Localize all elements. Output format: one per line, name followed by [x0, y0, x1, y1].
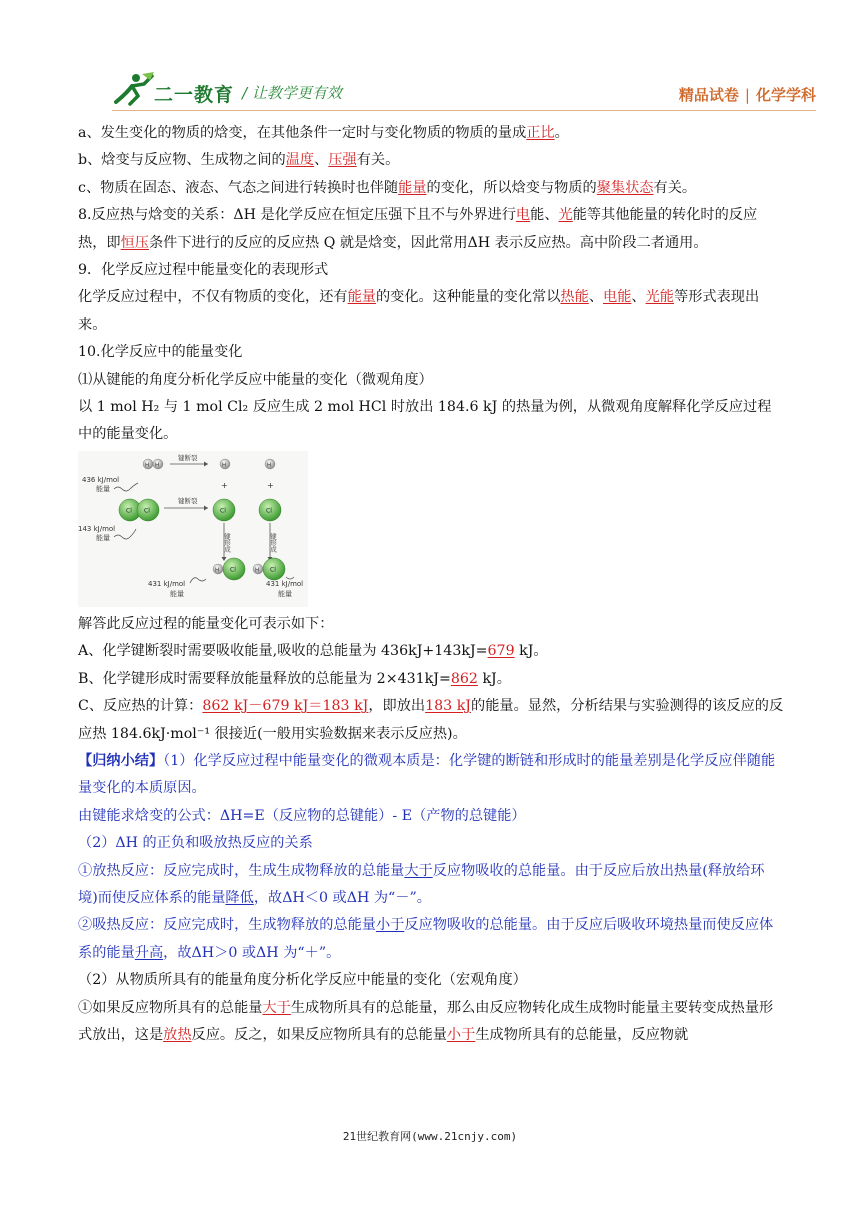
answer-blank: 大于 [262, 999, 291, 1016]
atom-h: H [255, 567, 260, 574]
answer-blank: 电 [515, 207, 531, 224]
text: 等形式表现出来。 [78, 289, 760, 333]
text: 化学反应过程中，不仅有物质的变化，还有 [78, 289, 348, 306]
text: ①放热反应：反应完成时，生成生成物释放的总能量 [78, 862, 405, 879]
brand-slogan: / 让教学更有效 [242, 84, 342, 102]
text: C、反应热的计算： [78, 698, 203, 715]
answer-blank: 光 [558, 207, 573, 224]
text: 的变化。这种能量的变化常以 [375, 289, 561, 306]
energy-word-hcl-1: 能量 [170, 589, 184, 598]
section-10-1: ⑴从键能的角度分析化学反应中能量的变化（微观角度） [78, 371, 433, 388]
form-label-1: 键形成 [223, 532, 231, 553]
energy-label-cl2: 143 kJ/mol [78, 524, 116, 533]
underlined-term: 降低 [225, 889, 254, 906]
underlined-term: 小于 [375, 917, 405, 934]
answer-blank: 电能 [603, 289, 632, 306]
energy-label-hcl-2: 431 kJ/mol [266, 579, 304, 588]
text: 生成物所具有的总能量，反应物就 [475, 1026, 689, 1043]
page-footer: 21世纪教育网(www.21cnjy.com) [342, 1130, 518, 1143]
form-label-2: 键形成 [269, 532, 277, 553]
answer-blank: 183 kJ [425, 698, 471, 715]
answer-blank: 能量 [398, 179, 427, 196]
answer-blank: 热能 [560, 289, 589, 306]
document-body [78, 120, 784, 1049]
text: 的变化，所以焓变与物质的 [426, 179, 597, 196]
bond-energy-diagram [78, 451, 308, 607]
header-category [679, 84, 816, 105]
exothermic-line [78, 858, 784, 913]
plus-sign: + [267, 480, 274, 490]
page-header [0, 0, 860, 118]
text: 8.反应热与焓变的关系：ΔH 是化学反应在恒定压强下且不与外界进行 [78, 207, 516, 224]
text: b、焓变与反应物、生成物之间的 [78, 152, 286, 169]
answer-blank: 679 [487, 643, 515, 660]
text: kJ。 [477, 670, 511, 687]
text: kJ。 [514, 643, 548, 660]
line-B [78, 666, 784, 693]
text: ①如果反应物所具有的总能量 [78, 999, 263, 1016]
atom-cl: Cl [230, 566, 236, 574]
line-c [78, 175, 784, 202]
answer-blank: 能量 [347, 289, 376, 306]
header-category-a: 精品试卷 [678, 86, 739, 104]
text: B、化学键形成时需要释放能量释放的总能量为 2×431kJ= [78, 670, 451, 687]
underlined-term: 大于 [404, 862, 433, 879]
atom-cl: Cl [220, 507, 226, 515]
header-category-b: 化学学科 [755, 86, 816, 104]
text: 反应。反之，如果反应物所具有的总能量 [191, 1026, 447, 1043]
text: A、化学键断裂时需要吸收能量,吸收的总能量为 436kJ+143kJ= [78, 643, 488, 660]
text: 、 [588, 289, 604, 306]
energy-word-hcl-2: 能量 [278, 589, 292, 598]
text: 能、 [530, 207, 559, 224]
break-label-1: 键断裂 [178, 453, 198, 462]
answer-blank: 压强 [328, 152, 357, 169]
text: 的能量。显然，分析结果与实验测得的该反应的反应热 184.6kJ·mol⁻¹ 很接近(一般用实验数据来表示反应热)。 [78, 698, 784, 742]
text: 反应物吸收的总能量。由于反应后放出热量(释放给环境)而使反应体系的能量 [78, 862, 765, 906]
brand-name: 二一教育 [154, 84, 235, 106]
text: 、 [631, 289, 646, 306]
summary-sign-title: （2）ΔH 的正负和吸放热反应的关系 [78, 835, 313, 852]
line-a [78, 120, 784, 147]
section-10-title: 10.化学反应中的能量变化 [78, 344, 243, 361]
text: 、 [314, 152, 329, 169]
endothermic-line [78, 912, 784, 967]
atom-h: H [155, 462, 160, 469]
energy-word-h2: 能量 [96, 484, 110, 493]
energy-label-h2: 436 kJ/mol [82, 475, 120, 484]
atom-cl: Cl [126, 507, 132, 515]
break-label-2: 键断裂 [178, 496, 198, 505]
summary-1 [78, 748, 784, 803]
text: （1）化学反应过程中能量变化的微观本质是：化学键的断链和形成时的能量差别是化学反应伴随能量变化的本质原因。 [78, 752, 776, 797]
explain-line: 解答此反应过程的能量变化可表示如下： [78, 615, 334, 632]
line-A [78, 638, 784, 665]
atom-h: H [267, 462, 272, 469]
text: 。 [554, 125, 569, 141]
header-divider [112, 110, 816, 111]
atom-cl: Cl [270, 566, 276, 574]
summary-formula: 由键能求焓变的公式：ΔH=E（反应物的总键能）- E（产物的总键能） [78, 807, 526, 824]
line-b [78, 147, 784, 174]
text: ，故ΔH＜0 或ΔH 为“－”。 [253, 889, 431, 906]
plus-sign: + [221, 480, 228, 490]
energy-label-hcl-1: 431 kJ/mol [148, 579, 186, 588]
macro-title: （2）从物质所具有的能量角度分析化学反应中能量的变化（宏观角度） [78, 972, 527, 989]
text: 反应物吸收的总能量。由于反应后吸收环境热量而使反应体系的能量 [78, 917, 774, 961]
text: 有关。 [356, 152, 400, 169]
section-10-example: 以 1 mol H₂ 与 1 mol Cl₂ 反应生成 2 mol HCl 时放出 184.6 kJ 的热量为例，从微观角度解释化学反应过程中的能量变化。 [78, 399, 772, 443]
atom-h: H [222, 462, 227, 469]
line-C [78, 693, 784, 748]
section-9 [78, 284, 784, 339]
bond-energy-svg [78, 451, 308, 607]
answer-blank: 光能 [645, 289, 674, 306]
answer-blank: 恒压 [120, 234, 149, 251]
text: 有关。 [653, 179, 697, 196]
text: c、物质在固态、液态、气态之间进行转换时也伴随 [78, 179, 399, 196]
section-9-title: 9．化学反应过程中能量变化的表现形式 [78, 262, 329, 279]
energy-word-cl2: 能量 [96, 533, 110, 542]
text: ，故ΔH＞0 或ΔH 为“＋”。 [163, 944, 341, 961]
text: 生成物所具有的总能量，那么由反应物转化成生成物时能量主要转变成热量形式放出，这是 [78, 999, 774, 1043]
text: 条件下进行的反应的反应热 Q 就是焓变，因此常用ΔH 表示反应热。高中阶段二者通用。 [148, 234, 708, 251]
answer-blank: 862 kJ－679 kJ＝183 kJ [202, 698, 369, 715]
answer-blank: 小于 [446, 1026, 476, 1043]
atom-cl: Cl [144, 507, 150, 515]
macro-line [78, 995, 784, 1050]
atom-h: H [145, 462, 150, 469]
answer-blank: 放热 [163, 1026, 192, 1043]
answer-blank: 温度 [285, 152, 315, 169]
atom-cl: Cl [266, 507, 272, 515]
text: ，即放出 [368, 698, 426, 715]
header-separator: | [744, 86, 750, 104]
section-8 [78, 202, 784, 257]
text: a、发生变化的物质的焓变，在其他条件一定时与变化物质的物质的量成 [78, 125, 527, 141]
text: 能等其他能量的转化时的反应热，即 [78, 207, 758, 251]
underlined-term: 升高 [134, 944, 164, 961]
answer-blank: 聚集状态 [596, 179, 654, 196]
summary-tag: 【归纳小结】 [78, 752, 164, 769]
answer-blank: 正比 [526, 125, 555, 141]
atom-h: H [215, 567, 220, 574]
answer-blank: 862 [450, 670, 478, 687]
text: ②吸热反应：反应完成时，生成物释放的总能量 [78, 917, 376, 934]
